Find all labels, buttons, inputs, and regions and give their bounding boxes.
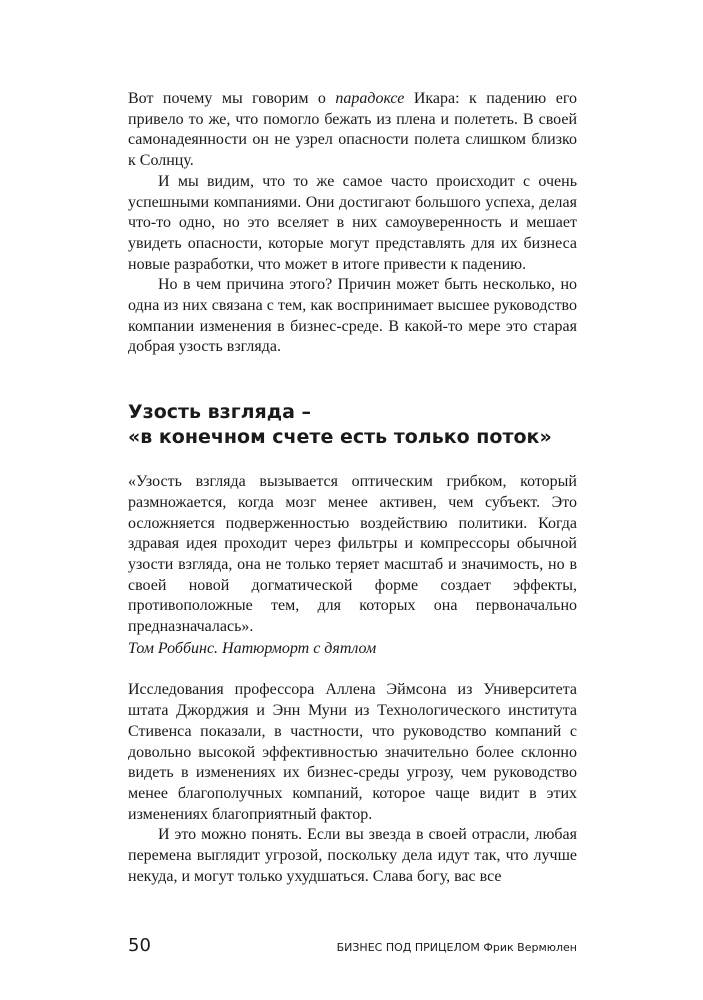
paragraph-successful-companies: И мы видим, что то же самое часто происходит с очень успешными компаниями. Они достигают большого успеха, делая что-то одно, но это вселяет в них самоуверенность и мешает увидеть опасности, которые могут представлять для их бизнеса новые разработки, что может в итоге привести к падению. (128, 172, 577, 273)
page-content (128, 89, 577, 888)
page-number: 50 (128, 935, 151, 956)
section-heading-line2: «в конечном счете есть только поток» (128, 426, 552, 449)
running-head (337, 941, 577, 954)
emphasis-paradox: парадоксе (335, 90, 405, 107)
page-footer (128, 935, 577, 956)
epigraph-attribution: Том Роббинс. Натюрморт с дятлом (128, 639, 377, 657)
book-title: БИЗНЕС ПОД ПРИЦЕЛОМ (336, 941, 480, 954)
paragraph-cause: Но в чем причина этого? Причин может быть несколько, но одна из них связана с тем, как воспринимает высшее руководство компании изменения в бизнес-среде. В какой-то мере это старая добрая узость взгляда. (128, 276, 577, 356)
epigraph-text: «Узость взгляда вызывается оптическим грибком, который размножается, когда мозг менее активен, чем субъект. Это осложняется подверженностью воздействию политики. Когда здравая идея проходит через фильтры и компрессоры обычной узости взгляда, она не только теряет масштаб и значимость, но в своей новой догматической форме создает эффекты, противоположные тем, для которых она первоначально предназначалась». (128, 473, 577, 636)
paragraph-understandable: И это можно понять. Если вы звезда в своей отрасли, любая перемена выглядит угрозой, поскольку дела идут так, что лучше некуда, и могут только ухудшаться. Слава богу, вас все (128, 826, 577, 885)
section-heading-line1: Узость взгляда – (128, 401, 312, 424)
section-heading (128, 400, 577, 450)
paragraph-icarus: Вот почему мы говорим о парадоксе Икара: к падению его привело то же, что помогло бежать из плена и полететь. В своей самонадеянности он не узрел опасности полета слишком близко к Солнцу. (128, 90, 577, 170)
author-name: Фрик Вермюлен (483, 941, 577, 954)
paragraph-research: Исследования профессора Аллена Эймсона из Университета штата Джорджия и Энн Муни из Технологического института Стивенса показали, в частности, что руководство компаний с довольно высокой эффективностью значительно более склонно видеть в изменениях их бизнес-среды угрозу, чем руководство менее благополучных компаний, которое чаще видит в этих изменениях благоприятный фактор. (128, 681, 577, 823)
